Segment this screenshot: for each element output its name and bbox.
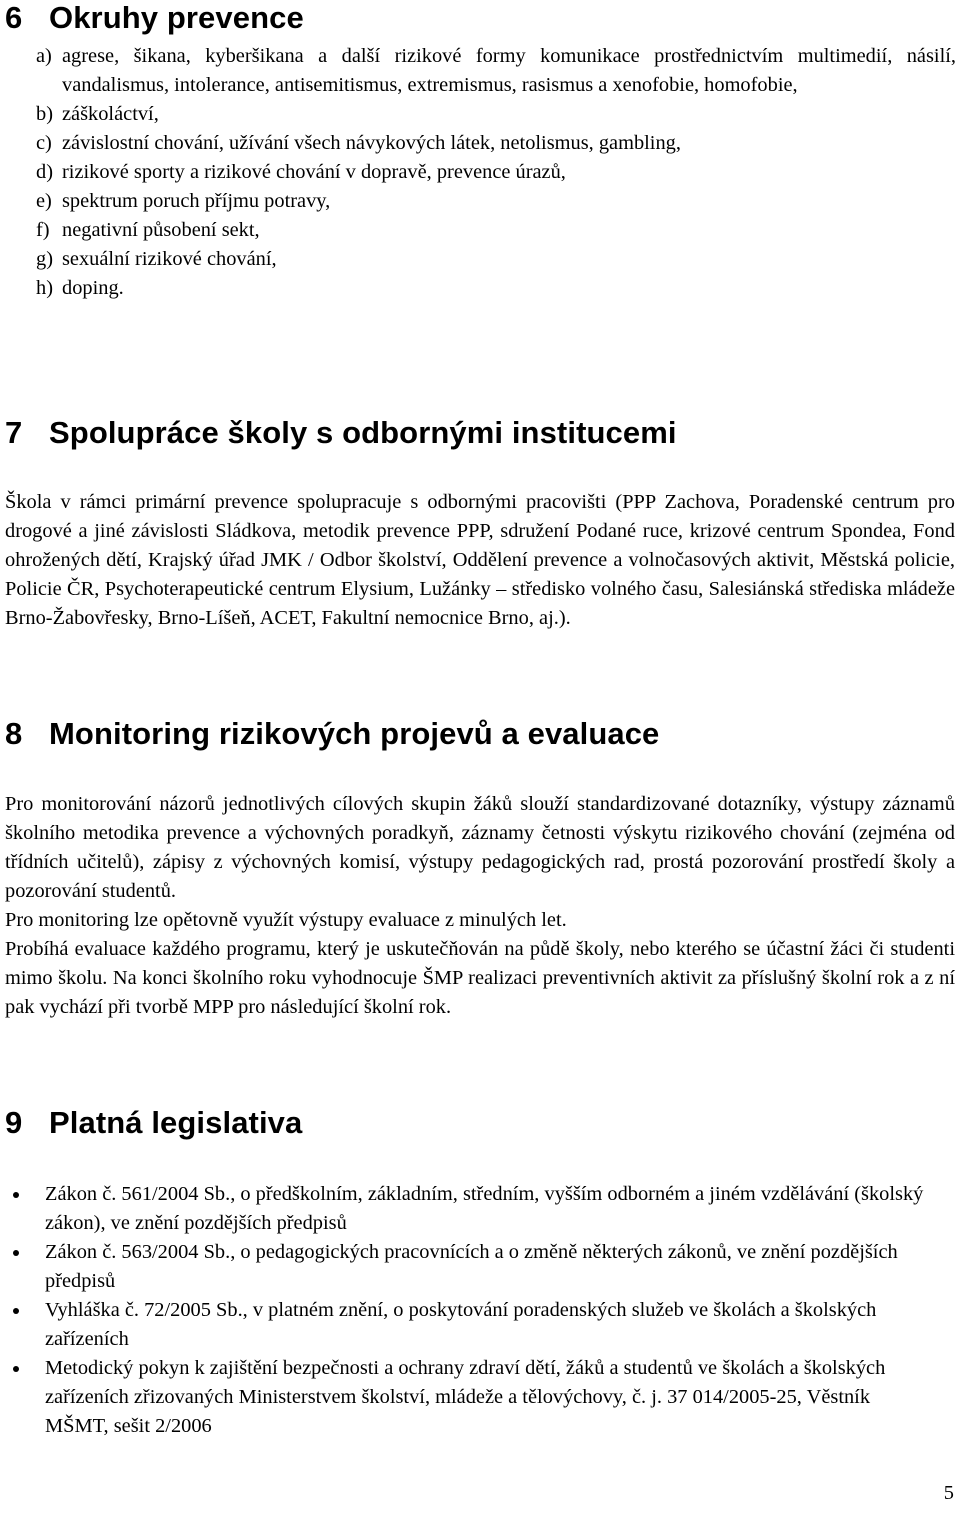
section-title: Platná legislativa [49,1105,303,1140]
legislation-item [5,1238,935,1296]
list-marker: g) [36,248,53,270]
list-item-text: sexuální rizikové chování, [62,248,277,270]
section-title: Monitoring rizikových projevů a evaluace [49,716,660,751]
list-marker: h) [36,277,53,299]
section-number: 8 [5,716,23,751]
prevention-list [36,42,956,303]
list-item [36,187,956,216]
list-item [36,274,956,303]
list-item-text: agrese, šikana, kyberšikana a další rizikové formy komunikace prostřednictvím multimedií, násilí, vandalismus, intolerance, antisemitismus, extremismus, rasismus a xenofobie, homofobie, [62,45,956,96]
legislation-item-text: Metodický pokyn k zajištění bezpečnosti a ochrany zdraví dětí, žáků a studentů ve školách a školských zařízeních zřizovaných Ministerstvem školství, mládeže a tělovýchovy, č. j. 37 014/2005-25, Věstník MŠMT, sešit 2/2006 [45,1357,886,1437]
list-item-text: spektrum poruch příjmu potravy, [62,190,331,212]
section-heading-7 [5,415,677,451]
legislation-item [5,1354,935,1441]
list-item [36,42,956,100]
bullet-icon [5,1238,45,1296]
list-marker: a) [36,45,52,67]
legislation-item-text: Vyhláška č. 72/2005 Sb., v platném znění, o poskytování poradenských služeb ve školách a školských zařízeních [45,1299,877,1350]
section-heading-6 [5,0,304,36]
list-item [36,245,956,274]
list-marker: d) [36,161,53,183]
list-item-text: záškoláctví, [62,103,159,125]
section-title: Spolupráce školy s odbornými institucemi [49,415,677,450]
cooperation-paragraph: Škola v rámci primární prevence spolupracuje s odbornými pracovišti (PPP Zachova, Poradenské centrum pro drogové a jiné závislosti Sládkova, metodik prevence PPP, sdružení Podané ruce, krizové centrum Spondea, Fond ohrožených dětí, Krajský úřad JMK / Odbor školství, Oddělení prevence a volnočasových aktivit, Městská policie, Policie ČR, Psychoterapeutické centrum Elysium, Lužánky – středisko volného času, Salesiánská střediska mládeže Brno-Žabovřesky, Brno-Líšeň, ACET, Fakultní nemocnice Brno, aj.). [5,491,955,629]
list-marker: e) [36,190,52,212]
section-heading-9 [5,1105,302,1141]
page-number: 5 [943,1482,954,1504]
section-number: 6 [5,0,23,35]
bullet-icon [5,1354,45,1441]
section-heading-8 [5,716,659,752]
bullet-icon [5,1180,45,1238]
list-item-text: závislostní chování, užívání všech návykových látek, netolismus, gambling, [62,132,681,154]
bullet-icon [5,1296,45,1354]
legislation-item [5,1296,935,1354]
section-number: 7 [5,415,23,450]
list-marker: c) [36,132,52,154]
monitoring-paragraph: Pro monitorování názorů jednotlivých cílových skupin žáků slouží standardizované dotazníky, výstupy záznamů školního metodika prevence a výchovných poradkyň, záznamy četnosti výskytu rizikového chování (zejména od třídních učitelů), zápisy z výchovných komisí, výstupy pedagogických rad, prostá pozorování prostředí školy a pozorování studentů. [5,793,955,902]
monitoring-text [5,790,955,1022]
legislation-item-text: Zákon č. 563/2004 Sb., o pedagogických pracovnících a o změně některých zákonů, ve znění pozdějších předpisů [45,1241,898,1292]
list-marker: b) [36,103,53,125]
monitoring-paragraph: Pro monitoring lze opětovně využít výstupy evaluace z minulých let. [5,909,567,931]
legislation-item-text: Zákon č. 561/2004 Sb., o předškolním, základním, středním, vyšším odborném a jiném vzdělávání (školský zákon), ve znění pozdějších předpisů [45,1183,924,1234]
legislation-list [5,1180,935,1441]
list-item [36,216,956,245]
list-item [36,129,956,158]
section-number: 9 [5,1105,23,1140]
section-title: Okruhy prevence [49,0,304,35]
legislation-item [5,1180,935,1238]
list-item [36,100,956,129]
monitoring-paragraph: Probíhá evaluace každého programu, který je uskutečňován na půdě školy, nebo kterého se účastní žáci či studenti mimo školu. Na konci školního roku vyhodnocuje ŠMP realizaci preventivních aktivit za příslušný školní rok a z ní pak vychází při tvorbě MPP pro následující školní rok. [5,938,955,1018]
list-item [36,158,956,187]
list-marker: f) [36,219,50,241]
list-item-text: doping. [62,277,124,299]
list-item-text: negativní působení sekt, [62,219,260,241]
list-item-text: rizikové sporty a rizikové chování v dopravě, prevence úrazů, [62,161,566,183]
